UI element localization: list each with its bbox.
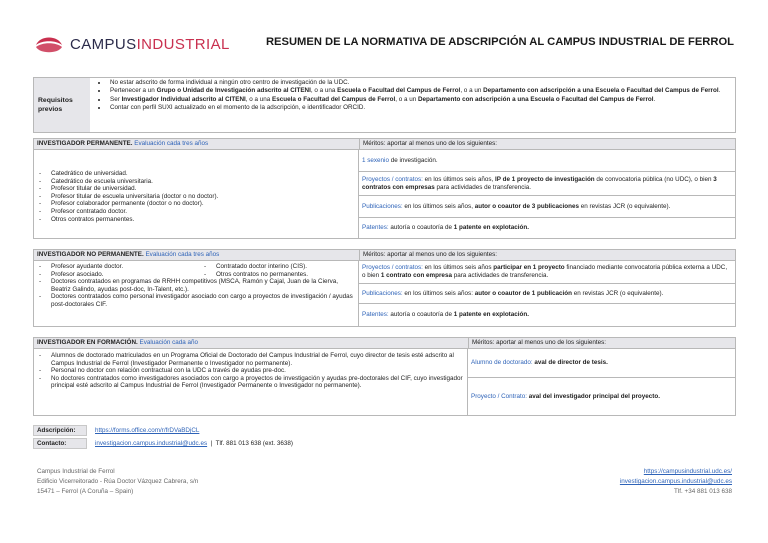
list-item: - Profesor ayudante doctor. bbox=[37, 263, 202, 271]
contacto-label: Contacto: bbox=[33, 438, 87, 449]
links-block bbox=[33, 425, 293, 449]
requisito-item: • No estar adscrito de forma individual a ningún otro centro de investigación de la UDC. bbox=[108, 79, 720, 87]
list-item: - Otros contratos permanentes. bbox=[37, 216, 355, 224]
footer-web-link[interactable]: https://campusindustrial.udc.es/ bbox=[643, 468, 732, 475]
footer-line: 15471 – Ferrol (A Coruña – Spain) bbox=[37, 488, 134, 495]
investigador-no-permanente-table bbox=[33, 249, 736, 327]
meritos-heading: Méritos: aportar al menos uno de los siguientes: bbox=[363, 140, 498, 147]
merito-row: 1 sexenio de investigación. bbox=[359, 150, 735, 172]
contacto-row bbox=[33, 438, 293, 449]
footer-address bbox=[37, 467, 198, 497]
adscripcion-label: Adscripción: bbox=[33, 425, 87, 436]
section-heading: INVESTIGADOR EN FORMACIÓN. Evaluación cada año bbox=[34, 338, 469, 348]
footer-contact bbox=[620, 467, 732, 497]
merito-row: Publicaciones: en los últimos seis años: autor o coautor de 1 publicación en revistas JCR (o equivalente). bbox=[359, 284, 735, 304]
footer-line: Campus Industrial de Ferrol bbox=[37, 468, 115, 475]
brand-name: CAMPUSINDUSTRIAL bbox=[70, 35, 230, 53]
requisitos-label: Requisitos previos bbox=[34, 78, 90, 132]
list-item: - Profesor titular de escuela universitaria (doctor o no doctor). bbox=[37, 193, 355, 201]
merito-row: Proyecto / Contrato: aval del investigador principal del proyecto. bbox=[471, 392, 660, 400]
meritos-heading: Méritos: aportar al menos uno de los siguientes: bbox=[472, 339, 607, 346]
section-heading: INVESTIGADOR NO PERMANENTE. Evaluación cada tres años bbox=[34, 250, 360, 260]
merito-row: Publicaciones: en los últimos seis años, autor o coautor de 3 publicaciones en revistas JCR (o equivalente). bbox=[359, 196, 735, 218]
campus-industrial-logo bbox=[34, 30, 244, 58]
merito-row: Patentes: autoría o coautoría de 1 patente en explotación. bbox=[362, 224, 529, 232]
list-row bbox=[37, 271, 355, 279]
contacto-phone: Tlf. 881 013 638 (ext. 3638) bbox=[215, 440, 294, 447]
merito-row: Patentes: autoría o coautoría de 1 patente en explotación. bbox=[362, 311, 529, 319]
perm-meritos bbox=[359, 150, 735, 238]
formacion-categories bbox=[34, 349, 468, 415]
list-item: - Otros contratos no permanentes. bbox=[202, 271, 308, 279]
list-item: - Profesor colaborador permanente (doctor o no doctor). bbox=[37, 200, 355, 208]
list-item: - Catedrático de universidad. bbox=[37, 170, 355, 178]
footer-email-link[interactable]: investigacion.campus.industrial@udc.es bbox=[619, 478, 732, 485]
investigador-permanente-table bbox=[33, 138, 736, 239]
requisito-item: • Ser Investigador Individual adscrito al CITENI, o a una Escuela o Facultad del Campus de Ferrol, o a un Departamento con adscripción a una Escuela o Facultad del Campus de Ferrol. bbox=[108, 96, 720, 104]
requisitos-previos-table bbox=[33, 77, 736, 133]
list-item: - Profesor titular de universidad. bbox=[37, 185, 355, 193]
list-item: - No doctores contratados como investigadores asociados con cargo a proyectos de investigación y ayudas pre-doctorales del CIF, cuyo investigador principal esté adscrito al Campus Industrial de Ferrol (Investigador Permanente o Investigador no permanente). bbox=[37, 375, 464, 390]
list-item: - Catedrático de escuela universitaria. bbox=[37, 178, 355, 186]
formacion-meritos bbox=[468, 349, 735, 415]
logo-mark-icon bbox=[34, 32, 64, 56]
document-title: RESUMEN DE LA NORMATIVA DE ADSCRIPCIÓN AL CAMPUS INDUSTRIAL DE FERROL bbox=[265, 36, 734, 48]
contacto-email-link[interactable]: investigacion.campus.industrial@udc.es bbox=[95, 440, 208, 447]
list-item: - Profesor contratado doctor. bbox=[37, 208, 355, 216]
separator: | bbox=[207, 440, 216, 447]
list-item: - Alumnos de doctorado matriculados en un Programa Oficial de Doctorado del Campus Industrial de Ferrol, cuyo director de tesis esté adscrito al Campus Industrial de Ferrol (Investigador Permanente o Investigador no permanente). bbox=[37, 352, 464, 367]
list-item: - Doctores contratados como personal investigador asociado con cargo a proyectos de investigación / ayudas post-doctorales CIF. bbox=[37, 293, 355, 308]
footer-line: Edificio Vicerreitorado - Rúa Doctor Vázquez Cabrera, s/n bbox=[37, 478, 199, 485]
section-heading: INVESTIGADOR PERMANENTE. Evaluación cada tres años bbox=[34, 139, 360, 149]
merito-row: Alumno de doctorado: aval de director de tesis. bbox=[468, 349, 735, 378]
merito-row: Proyectos / contratos: en los últimos seis años, IP de 1 proyecto de investigación de convocatoria pública (no UDC), o bien 3 contratos con empresas para actividades de transferencia. bbox=[359, 172, 735, 196]
merito-row: Proyectos / contratos: en los últimos seis años participar en 1 proyecto financiado mediante convocatoria pública externa a UDC, o bien 1 contrato con empresa para actividades de transferencia. bbox=[359, 261, 735, 284]
adscripcion-row bbox=[33, 425, 293, 436]
list-item: - Doctores contratados en programas de RRHH competitivos (MSCA, Ramón y Cajal, Juan de la Cierva, Beatriz Galindo, ayudas post-doc, In-Talent, etc.). bbox=[37, 278, 355, 293]
meritos-heading: Méritos: aportar al menos uno de los siguientes: bbox=[363, 251, 498, 258]
requisito-item: • Contar con perfil SUXI actualizado en el momento de la adscripción, e identificador ORCID. bbox=[108, 104, 720, 112]
noperm-categories bbox=[34, 261, 359, 326]
list-item: - Personal no doctor con relación contractual con la UDC a través de ayudas pre-doc. bbox=[37, 367, 464, 375]
adscripcion-link[interactable]: https://forms.office.com/r/frDVaBDjCL bbox=[95, 427, 200, 434]
requisito-item: • Pertenecer a un Grupo o Unidad de Investigación adscrito al CITENI, o a una Escuela o Facultad del Campus de Ferrol, o a un Departamento con adscripción a una Escuela o Facultad del Campus de Ferrol. bbox=[108, 87, 720, 95]
requisitos-list bbox=[90, 78, 724, 132]
footer-phone: Tlf. +34 881 013 638 bbox=[674, 488, 732, 495]
investigador-en-formacion-table bbox=[33, 337, 736, 416]
list-item: - Profesor asociado. bbox=[37, 271, 202, 279]
noperm-meritos bbox=[359, 261, 735, 326]
perm-categories bbox=[34, 150, 359, 238]
list-row bbox=[37, 263, 355, 271]
list-item: - Contratado doctor interino (CIS). bbox=[202, 263, 307, 271]
